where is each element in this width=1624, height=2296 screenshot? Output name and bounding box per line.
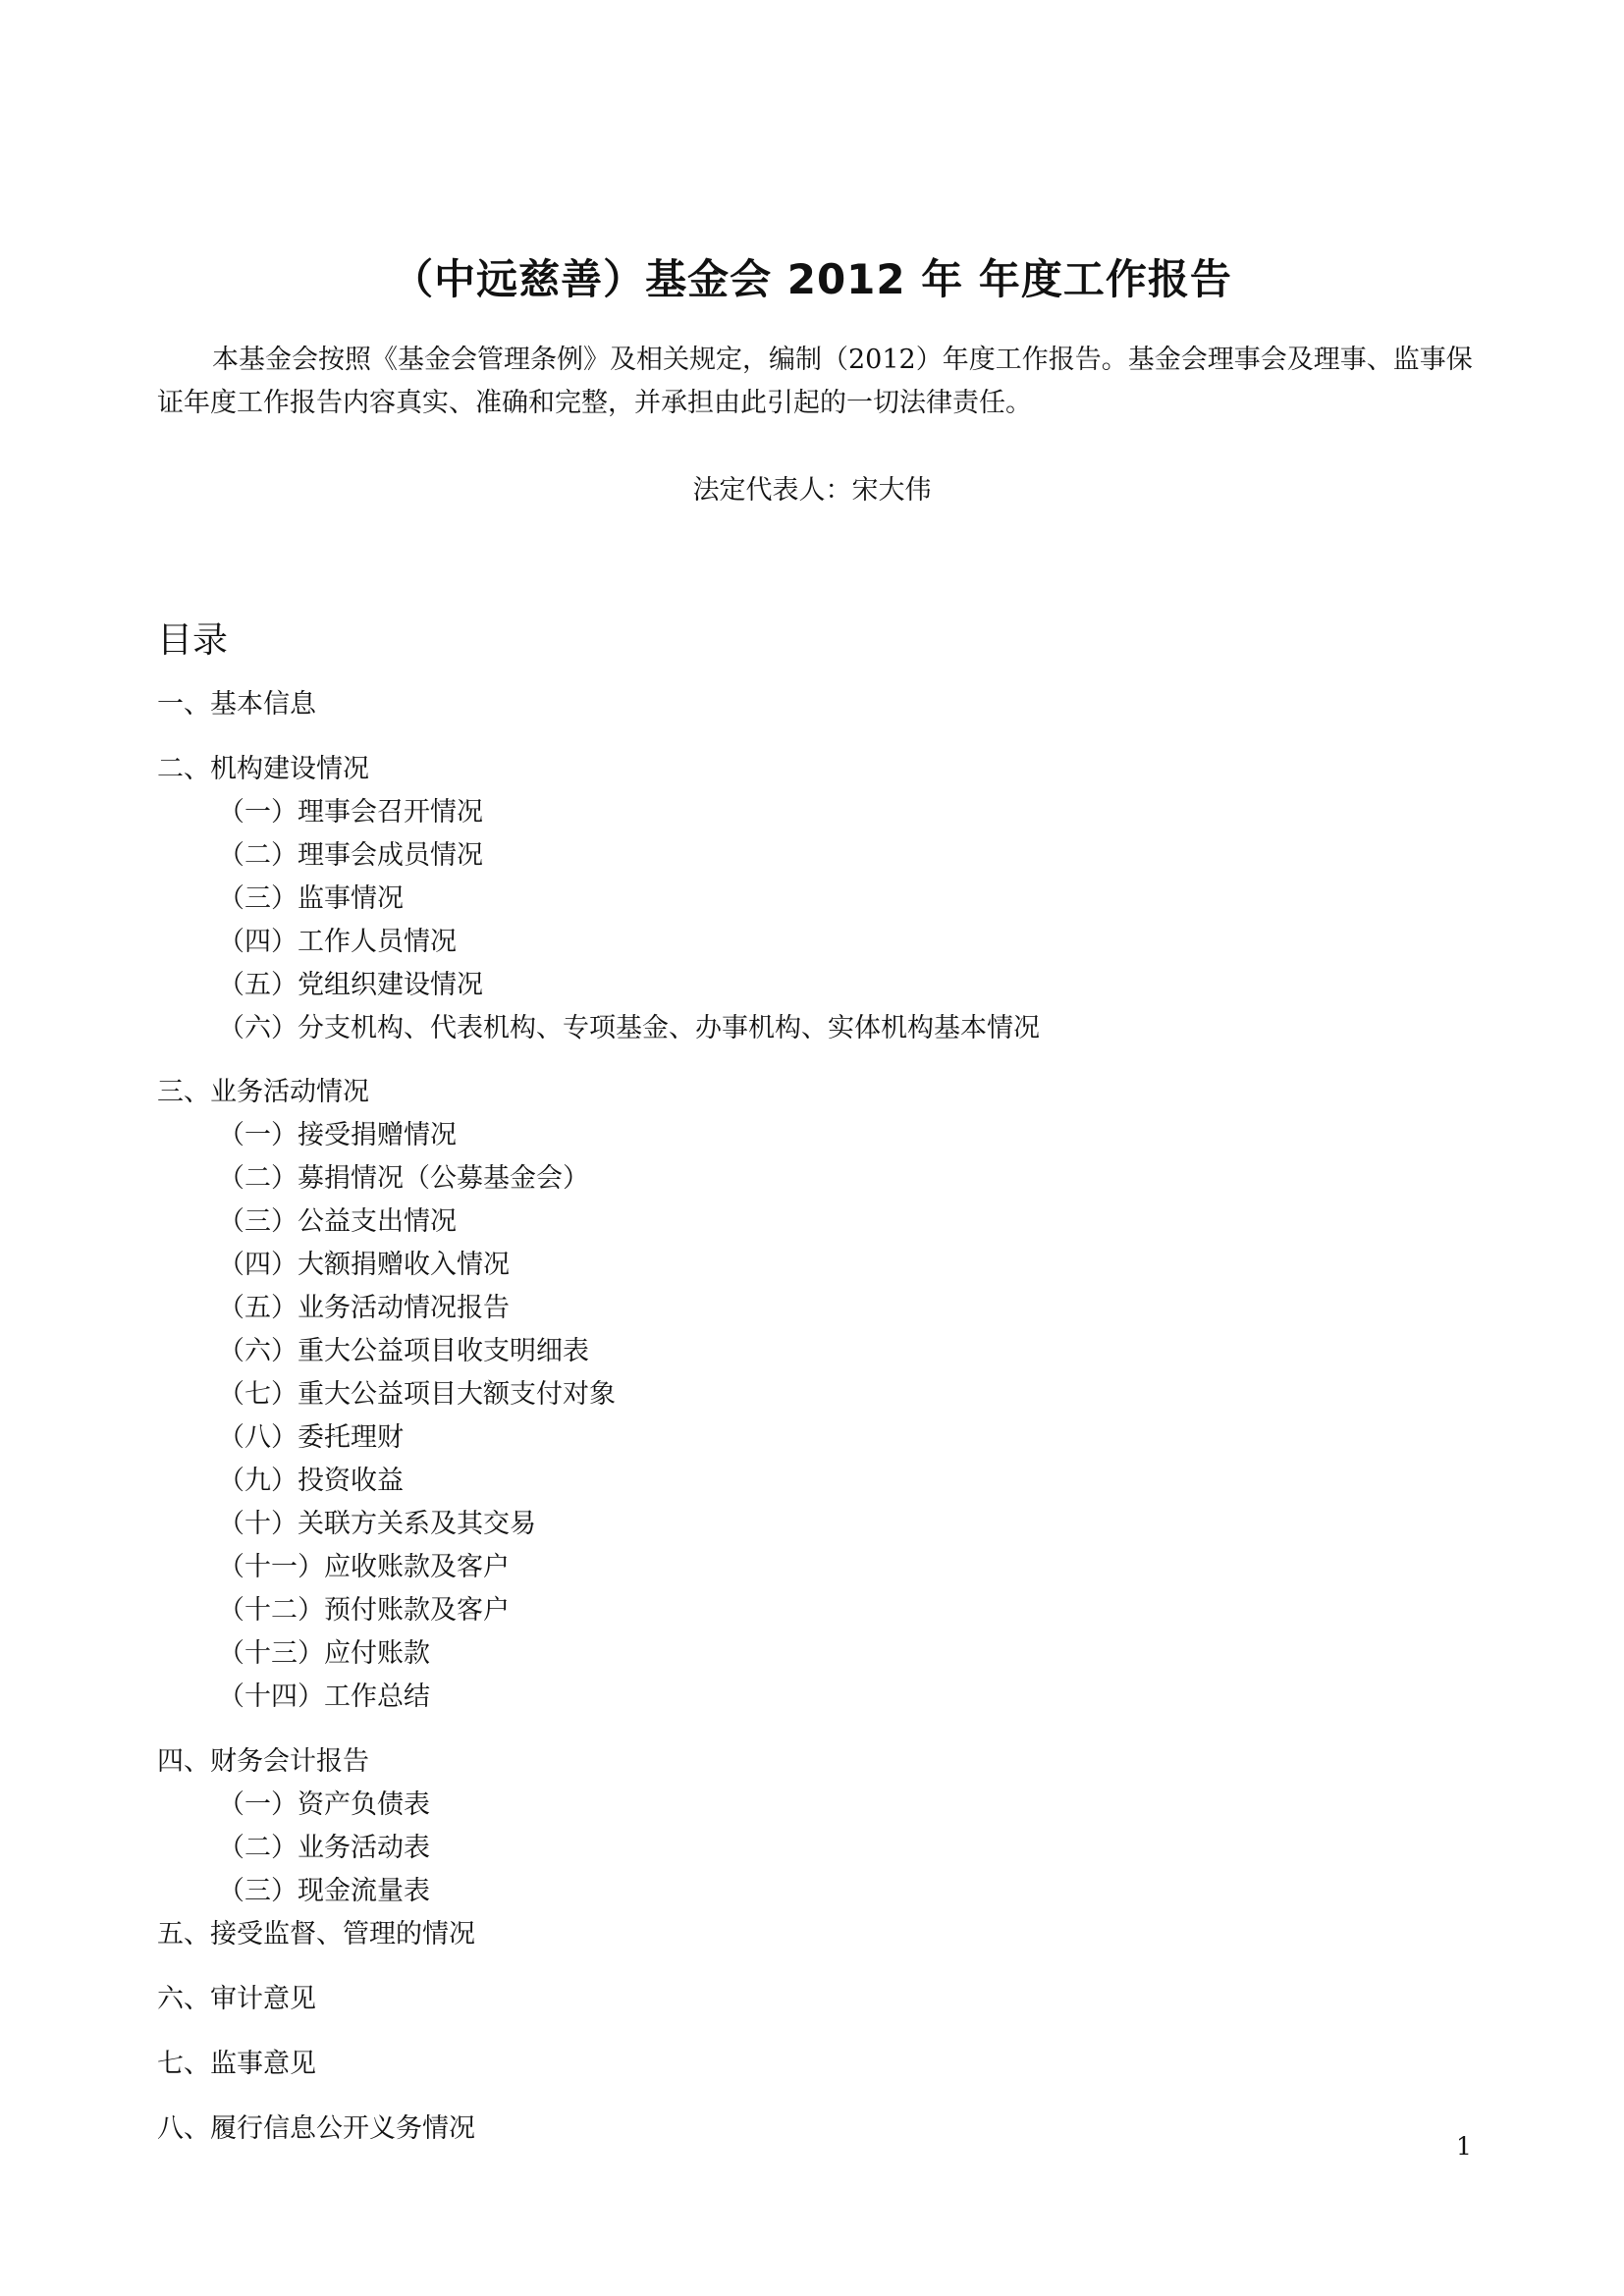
intro-paragraph (157, 339, 1473, 425)
toc-subitem: （四）工作人员情况 (218, 927, 457, 957)
toc-item: 八、履行信息公开义务情况 (157, 2113, 475, 2144)
toc-subitem: （一）接受捐赠情况 (218, 1120, 457, 1150)
toc-item: 三、业务活动情况 (157, 1077, 369, 1107)
toc-subitem: （六）重大公益项目收支明细表 (218, 1336, 589, 1366)
toc-item: 五、接受监督、管理的情况 (157, 1919, 475, 1949)
toc-subitem: （三）公益支出情况 (218, 1206, 457, 1237)
toc-subitem: （二）理事会成员情况 (218, 840, 483, 871)
toc-subitem: （三）监事情况 (218, 883, 404, 914)
toc-item: 二、机构建设情况 (157, 754, 369, 784)
toc-subitem: （一）资产负债表 (218, 1789, 430, 1820)
toc-subitem: （一）理事会召开情况 (218, 797, 483, 828)
toc-subitem: （二）募捐情况（公募基金会） (218, 1163, 589, 1194)
toc-item: 七、监事意见 (157, 2049, 316, 2079)
toc-subitem: （二）业务活动表 (218, 1833, 430, 1863)
toc-heading: 目录 (157, 620, 229, 661)
toc-subitem: （十二）预付账款及客户 (218, 1595, 510, 1626)
page-number: 1 (1456, 2132, 1472, 2161)
toc-subitem: （五）业务活动情况报告 (218, 1293, 510, 1323)
toc-subitem: （十四）工作总结 (218, 1682, 430, 1712)
toc-subitem: （十三）应付账款 (218, 1638, 430, 1669)
intro-text: 本基金会按照《基金会管理条例》及相关规定，编制（2012）年度工作报告。基金会理事会及理事、监事保证年度工作报告内容真实、准确和完整，并承担由此引起的一切法律责任。 (157, 345, 1473, 418)
toc-subitem: （五）党组织建设情况 (218, 970, 483, 1000)
toc-subitem: （九）投资收益 (218, 1466, 404, 1496)
toc-subitem: （三）现金流量表 (218, 1876, 430, 1906)
report-title: （中远慈善）基金会 2012 年 年度工作报告 (392, 255, 1232, 303)
toc-item: 六、审计意见 (157, 1984, 316, 2014)
toc-subitem: （十一）应收账款及客户 (218, 1552, 510, 1582)
toc-item: 四、财务会计报告 (157, 1746, 369, 1777)
toc-subitem: （十）关联方关系及其交易 (218, 1509, 536, 1539)
legal-representative: 法定代表人：宋大伟 (692, 475, 932, 506)
toc-subitem: （七）重大公益项目大额支付对象 (218, 1379, 616, 1410)
toc-subitem: （六）分支机构、代表机构、专项基金、办事机构、实体机构基本情况 (218, 1013, 1040, 1043)
toc-subitem: （八）委托理财 (218, 1422, 404, 1453)
toc-item: 一、基本信息 (157, 689, 316, 720)
toc-subitem: （四）大额捐赠收入情况 (218, 1250, 510, 1280)
